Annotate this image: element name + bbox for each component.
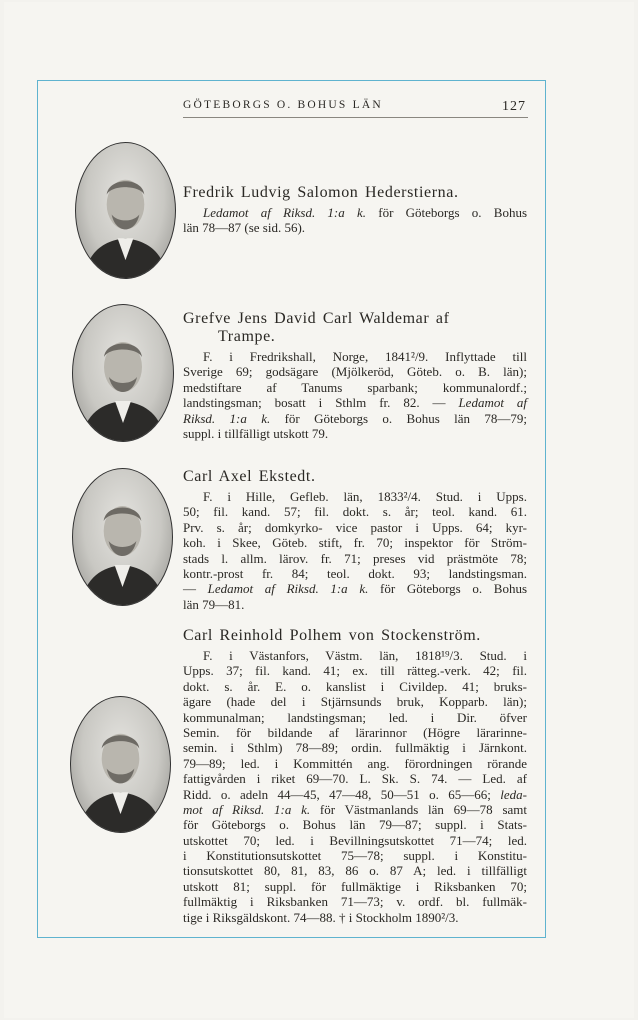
bio-text: F. i Hille, Gefleb. län, 1833²/4. Stud. i Upps. bbox=[203, 489, 527, 504]
bio-text: fullmäktig i Riksbanken 71—73; v. ordf. bl. fullmäk- bbox=[183, 894, 527, 910]
bio-line bbox=[183, 710, 527, 725]
bio-line bbox=[183, 597, 527, 612]
bio-text: för Göteborgs o. Bohus bbox=[366, 205, 527, 220]
bio-text: semin. i Sthlm) 78—89; ordin. fullmäktig i Järnkont. bbox=[183, 740, 527, 756]
bio-line bbox=[183, 802, 527, 817]
bio-text: för Göteborgs o. Bohus bbox=[368, 581, 528, 597]
entry-name: Grefve Jens David Carl Waldemar af bbox=[183, 310, 450, 327]
bio-line bbox=[183, 551, 527, 566]
bio-line bbox=[183, 771, 527, 786]
bio-line bbox=[183, 566, 527, 581]
bio-line bbox=[183, 740, 527, 755]
bio-text: ägare (hade del i Stjärnsunds bruk, Kopparb. län); bbox=[183, 694, 527, 710]
bio-text: landstingsman; bosatt i Sthlm fr. 82. — bbox=[183, 395, 459, 411]
portrait-hederstierna bbox=[75, 142, 176, 279]
portrait-ekstedt bbox=[72, 468, 173, 606]
bio-line bbox=[183, 535, 527, 550]
header-rule bbox=[183, 117, 528, 118]
bio-text: fattigvården i riket 69—70. L. Sk. S. 74. — Led. af bbox=[183, 771, 527, 787]
bio-line bbox=[183, 879, 527, 894]
bio-line bbox=[183, 426, 527, 441]
bio-text: tige i Riksgäldskont. 74—88. † i Stockholm 1890²/3. bbox=[183, 909, 459, 925]
bio-line bbox=[183, 787, 527, 802]
bio-line bbox=[183, 349, 527, 364]
bio-line bbox=[183, 863, 527, 878]
bio-text: koh. i Skee, Göteb. stift, fr. 70; inspektor för Ström- bbox=[183, 535, 527, 551]
bio-line bbox=[183, 663, 527, 678]
bio-line bbox=[183, 364, 527, 379]
bio-line bbox=[183, 411, 527, 426]
bio-text: F. i Fredrikshall, Norge, 1841²/9. Inflyttade till bbox=[203, 349, 527, 364]
entry-stockenstrom bbox=[183, 627, 527, 925]
bio-line bbox=[183, 725, 527, 740]
bio-line bbox=[183, 910, 527, 925]
portrait-stockenstrom bbox=[70, 696, 171, 833]
bio-line bbox=[183, 756, 527, 771]
bio-text: utskottet 70; led. i Bevillningsutskottet 71—74; led. bbox=[183, 832, 527, 848]
bio-text: för Göteborgs o. Bohus län 78—79; bbox=[270, 410, 528, 426]
bio-line bbox=[183, 894, 527, 909]
bio-line bbox=[183, 848, 527, 863]
bio-text-italic: Riksd. 1:a k. bbox=[183, 410, 271, 426]
entry-hederstierna bbox=[183, 184, 527, 236]
bio-text: tionsutskottet 80, 81, 83, 86 o. 87 A; led. i tillfälligt bbox=[183, 863, 527, 879]
bio-line bbox=[183, 520, 527, 535]
entry-name: Fredrik Ludvig Salomon Hederstierna. bbox=[183, 184, 459, 201]
bio-text-italic: Ledamot af bbox=[458, 395, 527, 411]
bio-line bbox=[183, 679, 527, 694]
bio-text: Prv. s. år; domkyrko- vice pastor i Upps. 64; kyr- bbox=[183, 519, 527, 535]
bio-text: Sverige 69; godsägare (Mjölkeröd, Göteb. o. B. län); bbox=[183, 364, 527, 380]
bio-text: för Västmanlands län 69—78 samt bbox=[310, 801, 527, 817]
entry-name: Carl Reinhold Polhem von Stockenström. bbox=[183, 627, 481, 644]
bio-text: 79—89; led. i Kommittén ang. förordningen rörande bbox=[183, 755, 527, 771]
bio-text: kontr.-prost fr. 84; teol. dokt. 93; landstingsman. bbox=[183, 565, 527, 581]
bio-text: utskott 81; suppl. för fullmäktige i Riksbanken 70; bbox=[183, 878, 527, 894]
bio-text: i Konstitutionsutskottet 75—78; suppl. i Konstitu- bbox=[183, 848, 527, 864]
bio-text-italic: mot af Riksd. 1:a k. bbox=[183, 801, 311, 817]
bio-text: dokt. s. år. E. o. kanslist i Civildep. 41; bruks- bbox=[183, 678, 527, 694]
running-head: GÖTEBORGS O. BOHUS LÄN bbox=[183, 99, 383, 111]
portrait-trampe bbox=[72, 304, 174, 442]
bio-line bbox=[183, 648, 527, 663]
bio-text-italic: Ledamot af Riksd. 1:a k. bbox=[203, 205, 367, 220]
bio-line bbox=[183, 581, 527, 596]
bio-line bbox=[183, 694, 527, 709]
bio-text: F. i Västanfors, Västm. län, 1818¹⁹/3. Stud. i bbox=[203, 648, 527, 663]
bio-text: — bbox=[183, 581, 208, 597]
bio-text: län 78—87 (se sid. 56). bbox=[183, 220, 306, 236]
entry-trampe bbox=[183, 310, 527, 441]
bio-line bbox=[183, 395, 527, 410]
bio-line bbox=[183, 817, 527, 832]
bio-text: Ridd. o. adeln 44—45, 47—48, 50—51 o. 65—66; bbox=[183, 786, 501, 802]
bio-text: kommunalman; landstingsman; led. i Dir. öfver bbox=[183, 709, 527, 725]
bio-line bbox=[183, 220, 527, 235]
bio-text-italic: Ledamot af Riksd. 1:a k. bbox=[207, 581, 369, 597]
bio-text: Semin. för bildande af lärarinnor (Högre lärarinne- bbox=[183, 724, 527, 740]
bio-line bbox=[183, 205, 527, 220]
entry-name: Carl Axel Ekstedt. bbox=[183, 468, 316, 485]
bio-text: län 79—81. bbox=[183, 596, 245, 612]
bio-line bbox=[183, 504, 527, 519]
entry-ekstedt bbox=[183, 468, 527, 612]
page-number: 127 bbox=[502, 99, 526, 114]
bio-text: Upps. 37; fil. kand. 41; ex. till rätteg.-verk. 42; fil. bbox=[183, 663, 527, 679]
bio-text: medstiftare af Tanums sparbank; kommunalordf.; bbox=[183, 379, 527, 395]
entry-name: Trampe. bbox=[218, 328, 276, 345]
bio-line bbox=[183, 489, 527, 504]
bio-text: suppl. i tillfälligt utskott 79. bbox=[183, 425, 329, 441]
bio-line bbox=[183, 380, 527, 395]
bio-line bbox=[183, 833, 527, 848]
bio-text: stads l. allm. lärov. fr. 71; preses vid prästmöte 78; bbox=[183, 550, 527, 566]
bio-text: för Göteborgs o. Bohus län 79—87; suppl. i Stats- bbox=[183, 817, 527, 833]
bio-text-italic: leda- bbox=[500, 786, 527, 802]
bio-text: 50; fil. kand. 57; fil. dokt. s. år; teol. kand. 61. bbox=[183, 504, 527, 520]
